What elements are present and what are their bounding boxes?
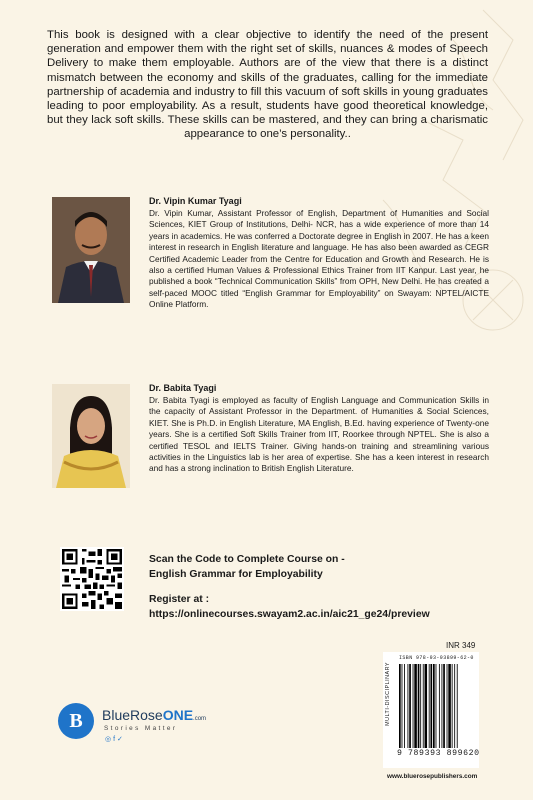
barcode-bar [430, 664, 432, 748]
barcode-bar [457, 664, 458, 748]
barcode-bar [439, 664, 440, 748]
course-info [149, 552, 345, 582]
course-title: English Grammar for Employability [149, 569, 323, 580]
barcode-bar [404, 664, 405, 748]
author-photo-babita [52, 384, 130, 488]
barcode-bar [448, 664, 451, 748]
author-bio-vipin: Dr. Vipin Kumar, Assistant Professor of English, Department of Humanities and Social Sciences, KIET Group of Institutions, Delhi- NCR, has a wide experience of more than 14 years in academics. He was conferred a Doctorate degree in English in 2007. He has a keen interest in research in English literature and language. He has also been awarded as CEGR Certified Academic Leader from the Centre for Education and Growth and Research. He is also a certified Human Values & Professional Ethics Trainer from IIT Kanpur. Last year, he published a book “Technical Communication Skills” from OPH, New Delhi. He has created a self-paced MOOC titled “English Grammar for Employability” on Swayam: NPTEL/AICTE Online Platform. [149, 208, 489, 310]
publisher-website: www.bluerosepublishers.com [387, 773, 478, 780]
barcode-bar [413, 664, 414, 748]
register-label: Register at : [149, 594, 210, 605]
author-name-vipin: Dr. Vipin Kumar Tyagi [149, 196, 242, 206]
barcode-bar [420, 664, 421, 748]
barcode-bar [442, 664, 443, 748]
twitter-icon: ✓ [116, 736, 123, 743]
book-description: This book is designed with a clear objective to identify the need of the present generation and empower them with the right set of skills, nuances & modes of Speech Delivery to make them employable. Authors are of the view that there is a distinct mismatch between the economy and skills of the graduates, calling for the immediate partnership of academia and industry to fill this vacuum of soft skills in young graduates leading to poor employability. As a result, students have good theoretical knowledge, but they lack soft skills. These skills can be mastered, and they can bring a charismatic appearance to one’s personality.. [47, 29, 488, 141]
register-info [149, 592, 430, 622]
barcode-bar [447, 664, 448, 748]
barcode-bar [414, 664, 417, 748]
barcode-bar [409, 664, 411, 748]
barcode-bar [454, 664, 455, 748]
author-name-babita: Dr. Babita Tyagi [149, 383, 217, 393]
barcode-bar [423, 664, 424, 748]
barcode-bar [429, 664, 430, 748]
barcode-bar [436, 664, 437, 748]
publisher-name: BlueRoseONE.com [102, 707, 207, 723]
author-photo-vipin [52, 197, 130, 303]
barcode [397, 664, 477, 748]
barcode-bar [443, 664, 445, 748]
barcode-bar [452, 664, 453, 748]
barcode-bar [399, 664, 401, 748]
instagram-icon: ◎ [105, 736, 112, 743]
isbn-number: 9 789393 899620 [397, 749, 480, 758]
register-url-link[interactable]: https://onlinecourses.swayam2.ac.in/aic21_ge24/preview [149, 609, 430, 620]
publisher-logo [58, 703, 238, 743]
course-scan-text: Scan the Code to Complete Course on - [149, 554, 345, 565]
facebook-icon: f [113, 736, 116, 743]
price-label: INR 349 [446, 641, 476, 650]
bluerose-logo-icon: B [58, 703, 94, 739]
social-icons [105, 735, 123, 743]
category-label: MULTI-DISCIPLINARY [385, 662, 391, 726]
qr-code[interactable] [60, 547, 124, 611]
barcode-bar [425, 664, 428, 748]
isbn-label: ISBN 978-93-93899-62-0 [399, 655, 474, 661]
barcode-bar [418, 664, 420, 748]
author-bio-babita: Dr. Babita Tyagi is employed as faculty of English Language and Communication Skills in the capacity of Assistant Professor in the Department. of Humanities & Social Sciences, KIET. She is Ph.D. in English Literature, MA English, B.Ed. having experience of Twenty-one years. She is a certified Soft Skills Trainer from IIT, Roorkee through NPTEL. She is also a certified TESOL and IELTS Trainer. Giving hands-on training and streamlining various activities in the Linguistics lab is her area of expertise. She has a keen interest in research and has a strong inclination to British English Literature. [149, 395, 489, 474]
barcode-bar [433, 664, 435, 748]
barcode-bar [408, 664, 409, 748]
barcode-box [383, 652, 479, 768]
publisher-tagline: Stories Matter [104, 725, 178, 732]
barcode-bar [402, 664, 403, 748]
